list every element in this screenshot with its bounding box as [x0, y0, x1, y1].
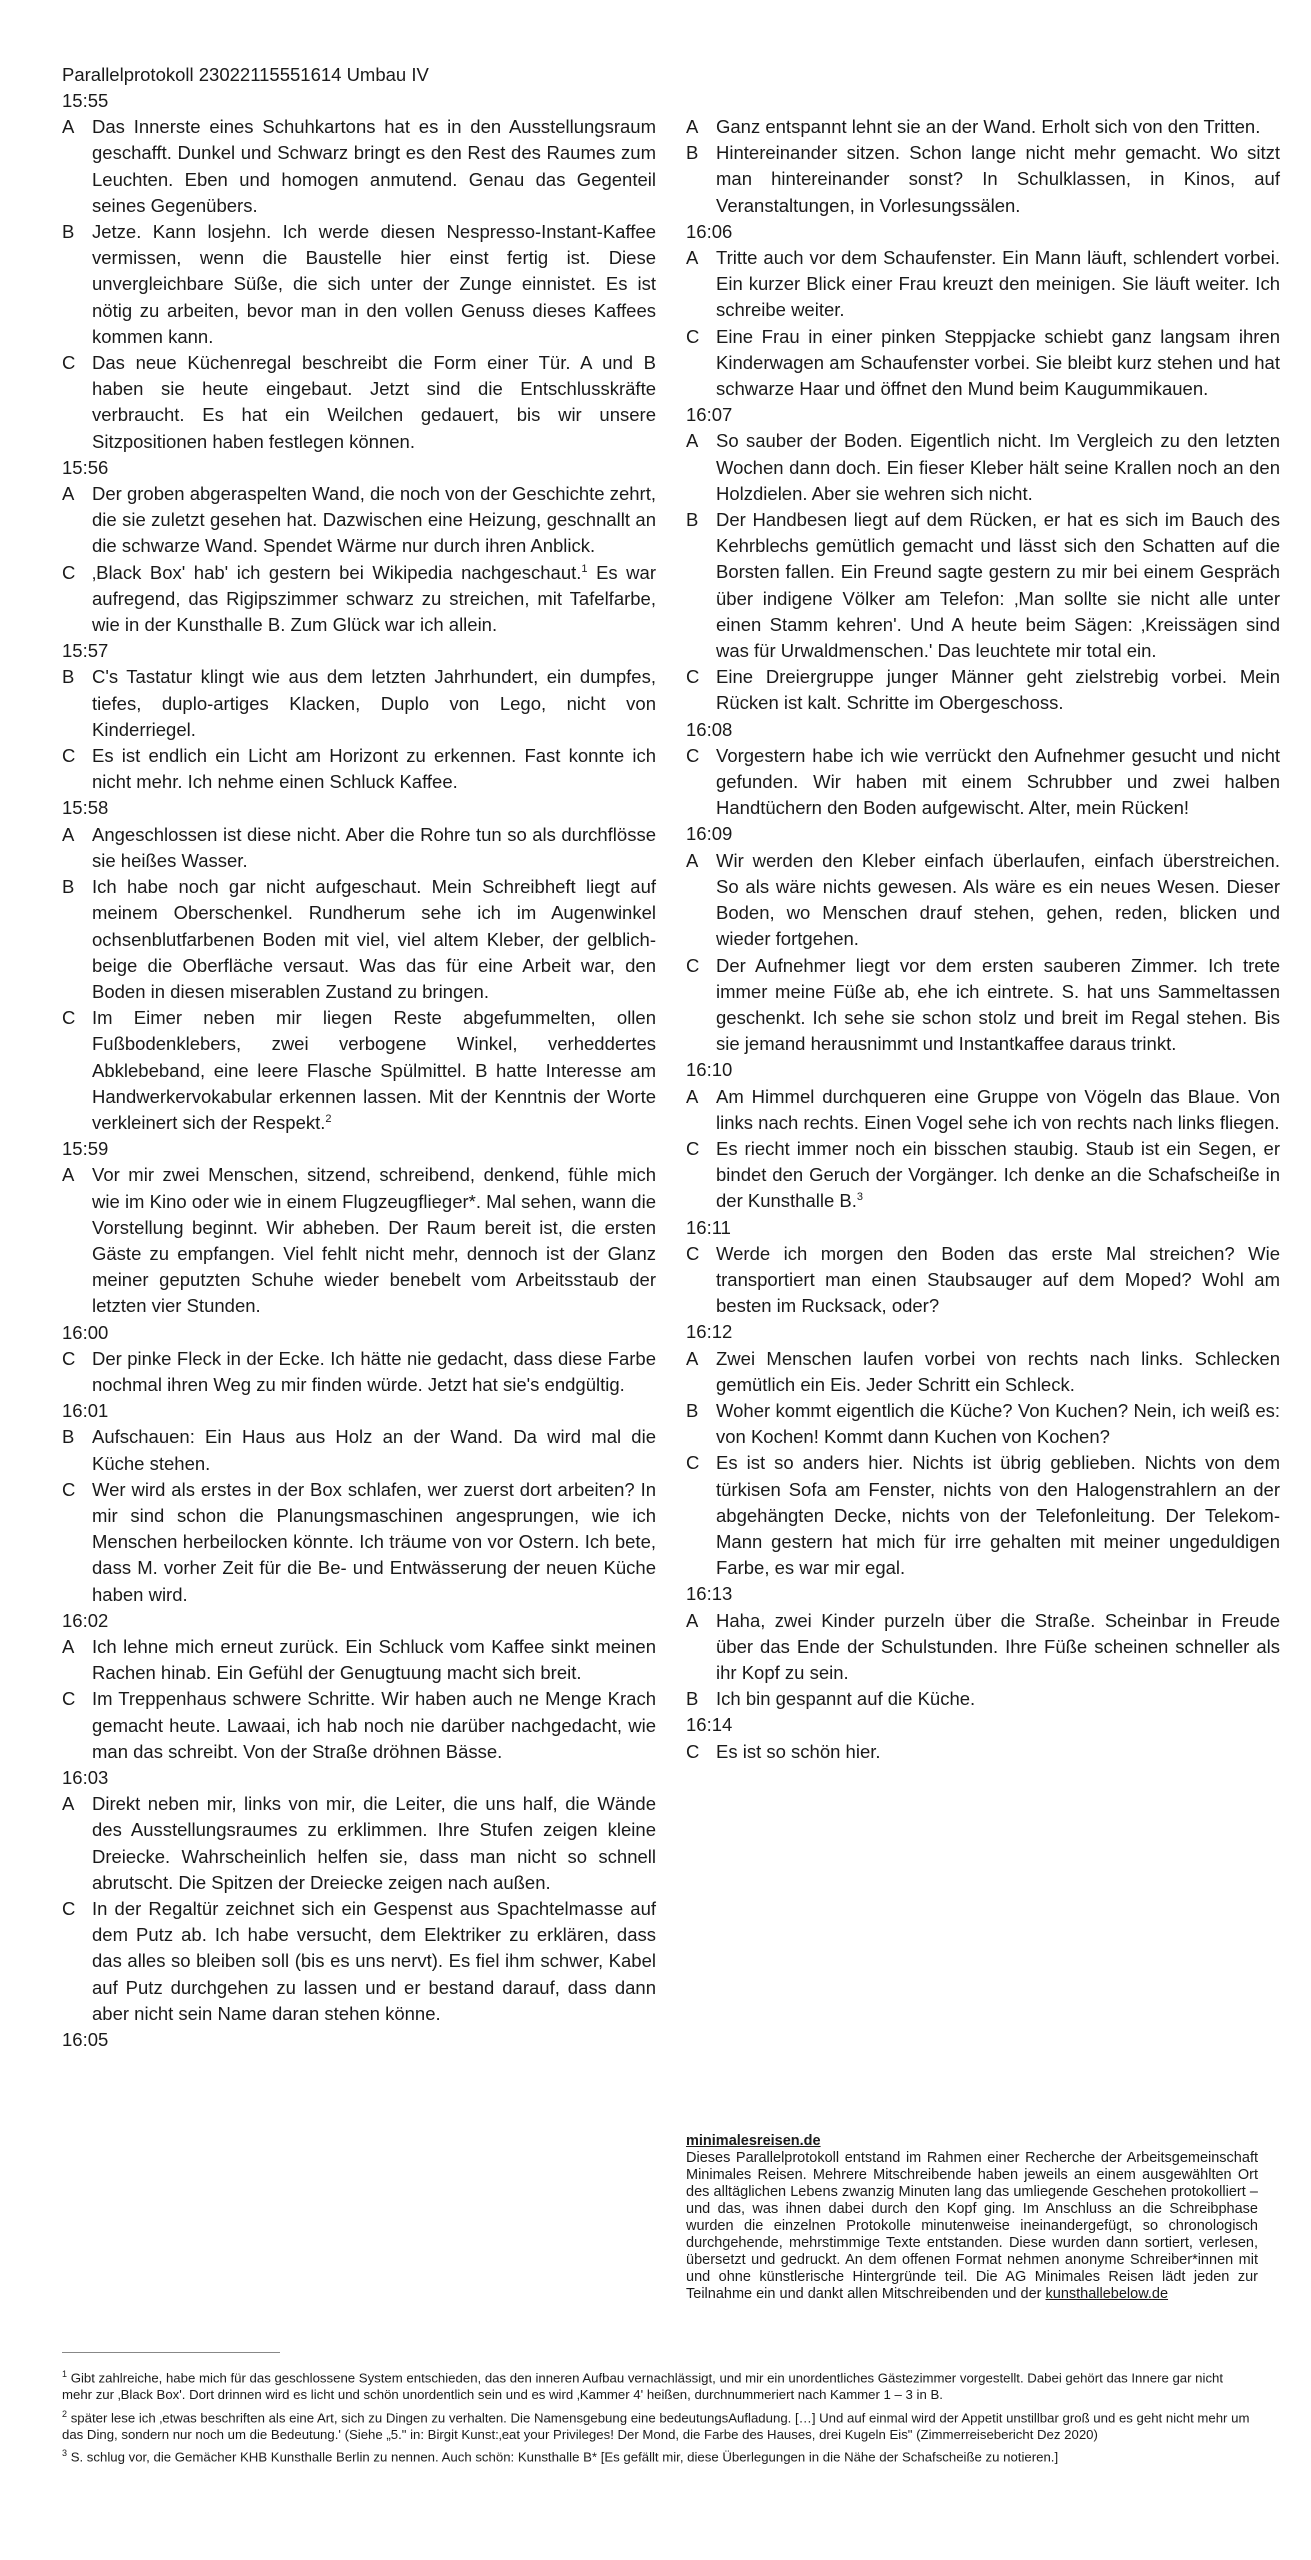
footnotes	[62, 2366, 1252, 2468]
timestamp: 15:59	[62, 1138, 109, 1160]
speaker-label: C	[686, 325, 700, 347]
timestamp: 16:02	[62, 1609, 109, 1631]
entry-text-body: C's Tastatur klingt wie aus dem letzten Jahrhundert, ein dumpfes, tiefes, duplo-artiges Klacken, Duplo von Lego, nicht von Kinderriegel.	[92, 666, 656, 740]
entry-text	[716, 1686, 1280, 1712]
protocol-entry	[62, 1896, 656, 2027]
left-column	[62, 88, 656, 2053]
entry-text-body: Zwei Menschen laufen vorbei von rechts nach links. Schlecken gemütlich ein Eis. Jeder Schritt ein Schleck.	[716, 1347, 1280, 1395]
protocol-entry	[686, 1084, 1280, 1136]
entry-text	[716, 1241, 1280, 1320]
entry-text-body: Im Treppenhaus schwere Schritte. Wir haben auch ne Menge Krach gemacht heute. Lawaai, ich hab noch nie darüber nachgedacht, wie man das schreibt. Von der Straße dröhnen Bässe.	[92, 1688, 656, 1762]
timestamp: 15:56	[62, 456, 109, 478]
timestamp: 16:06	[686, 220, 733, 242]
timestamp: 16:07	[686, 404, 733, 426]
footnote-number: 1	[62, 2369, 68, 2379]
protocol-entry	[62, 350, 656, 455]
speaker-label: A	[62, 1635, 75, 1657]
speaker-label: A	[686, 1085, 699, 1107]
speaker-label: A	[62, 116, 75, 138]
timestamp: 16:05	[62, 2029, 109, 2051]
speaker-label: C	[62, 1898, 76, 1920]
entry-text	[716, 848, 1280, 953]
entry-text	[92, 1686, 656, 1765]
protocol-entry	[62, 219, 656, 350]
protocol-entry	[686, 1241, 1280, 1320]
timestamp: 16:01	[62, 1400, 109, 1422]
protocol-entry	[686, 1136, 1280, 1215]
speaker-label: C	[62, 745, 76, 767]
protocol-entry	[686, 848, 1280, 953]
protocol-entry	[62, 560, 656, 639]
entry-text-body: Es ist so schön hier.	[716, 1740, 881, 1762]
entry-text	[716, 1398, 1280, 1450]
entry-text-body: Eine Frau in einer pinken Steppjacke schiebt ganz langsam ihren Kinderwagen am Schaufenster vorbei. Sie bleibt kurz stehen und hat schwarze Haar und öffnet den Mund beim Kaugummikauen.	[716, 325, 1280, 400]
entry-text-body: Der Aufnehmer liegt vor dem ersten sauberen Zimmer. Ich trete immer meine Füße ab, ehe ich eintrete. S. hat uns Sammeltassen geschenkt. Ich sehe sie schon stolz und breit im Regal stehen. Bis sie jemand herausnimmt und Instantkaffee daraus trinkt.	[716, 954, 1280, 1055]
entry-text-body: Das neue Küchenregal beschreibt die Form einer Tür. A und B haben sie heute eingebaut. Jetzt sind die Entschlusskräfte verbraucht. Es hat ein Weilchen gedauert, bis wir unsere Sitzpositionen haben festlegen können.	[92, 352, 656, 452]
entry-text	[92, 874, 656, 1005]
speaker-label: A	[62, 823, 75, 845]
entry-text	[716, 1608, 1280, 1687]
entry-text	[92, 1005, 656, 1136]
entry-text-body: Es ist so anders hier. Nichts ist übrig geblieben. Nichts von dem türkisen Sofa am Fenster, nichts von den Halogenstrahlern an der abgehängten Decke, nichts von der Telefonleitung. Der Telekom-Mann gestern hat mich für irre gehalten mit meiner ungeduldigen Farbe, es war mir egal.	[716, 1452, 1280, 1579]
footnote-text: später lese ich ‚etwas beschriften als eine Art, sich zu Dingen zu verhalten. Die Namensgebung eine bedeutungsAufladung. […] Und auf einmal wird der Appetit unstillbar groß und es geht nicht mehr um das Ding, sondern nur noch um die Bedeutung.' (Siehe „5." in: Birgit Kunst:‚eat your Privileges! Der Mond, die Farbe des Hauses, drei Kugeln Eis" (Zimmerreisebericht Dez 2020)	[62, 2409, 1250, 2442]
speaker-label: A	[686, 430, 699, 452]
entry-text-body: Ich habe noch gar nicht aufgeschaut. Mein Schreibheft liegt auf meinem Oberschenkel. Rundherum sehe ich im Augenwinkel ochsenblutfarbenen Boden mit viel, viel altem Kleber, der gelblich-beige die Oberfläche versaut. Was das für eine Arbeit war, den Boden in diesen miserablen Zustand zu bringen.	[92, 876, 656, 1002]
entry-text	[92, 560, 656, 639]
footnote	[62, 2445, 1252, 2466]
entry-text-body: Hintereinander sitzen. Schon lange nicht mehr gemacht. Wo sitzt man hintereinander sonst? In Schulklassen, in Kinos, auf Veranstaltungen, in Vorlesungssälen.	[716, 142, 1280, 216]
entry-text-body: ‚Black Box' hab' ich gestern bei Wikipedia nachgeschaut.	[92, 561, 582, 583]
protocol-entry	[62, 114, 656, 219]
timestamp: 16:00	[62, 1321, 109, 1343]
speaker-label: C	[62, 1347, 76, 1369]
protocol-entry	[686, 507, 1280, 664]
protocol-entry	[686, 140, 1280, 219]
entry-text-body: Eine Dreiergruppe junger Männer geht zielstrebig vorbei. Mein Rücken ist kalt. Schritte im Obergeschoss.	[716, 666, 1280, 714]
timestamp: 16:10	[686, 1059, 733, 1081]
speaker-label: C	[686, 954, 700, 976]
protocol-entry	[686, 1608, 1280, 1687]
speaker-label: A	[686, 1347, 699, 1369]
speaker-label: A	[686, 116, 699, 137]
speaker-label: C	[62, 1688, 76, 1710]
entry-text	[92, 1162, 656, 1319]
footnote-ref: 2	[325, 1112, 332, 1125]
speaker-label: A	[686, 1609, 699, 1631]
timestamp: 16:11	[686, 1216, 731, 1238]
entry-text	[716, 1084, 1280, 1136]
speaker-label: C	[686, 666, 700, 688]
protocol-entry	[686, 428, 1280, 507]
speaker-label: C	[686, 1242, 700, 1264]
about-body: Dieses Parallelprotokoll entstand im Rahmen einer Recherche der Arbeitsgemeinschaft Minimales Reisen. Mehrere Mitschreibende haben jeweils an einem ausgewählten Ort des alltäglichen Lebens zwanzig Minuten lang das umliegende Geschehen protokolliert – und das, was ihnen dabei durch den Kopf ging. Im Anschluss an die Schreibphase wurden die einzelnen Protokolle minutenweise ineinandergefügt, so chronologisch durchgehende, mehrstimmige Texte entstanden. Diese wurden dann sortiert, verlesen, übersetzt und gedruckt. An dem offenen Format nehmen anonyme Schreiber*innen mit und ohne künstlerische Hintergründe teil. Die AG Minimales Reisen lädt jeden zur Teilnahme ein und dankt allen Mitschreibenden und der	[686, 2150, 1258, 2302]
protocol-entry	[62, 1634, 656, 1686]
timestamp: 15:58	[62, 797, 109, 819]
entry-text-body: So sauber der Boden. Eigentlich nicht. Im Vergleich zu den letzten Wochen dann doch. Ein fieser Kleber hält seine Krallen noch an den Holzdielen. Aber sie wehren sich nicht.	[716, 430, 1280, 504]
speaker-label: A	[686, 849, 699, 871]
entry-text	[92, 1424, 656, 1476]
protocol-entry	[62, 1346, 656, 1398]
entry-text-body: Vor mir zwei Menschen, sitzend, schreibend, denkend, fühle mich wie im Kino oder wie in einem Flugzeugflieger*. Mal sehen, wann die Vorstellung beginnt. Wir abheben. Der Raum bereit ist, die ersten Gäste zu empfangen. Viel fehlt nicht mehr, dennoch ist der Glanz meiner geputzten Schuhe wieder benebelt vom Arbeitsstaub der letzten vier Stunden.	[92, 1164, 656, 1317]
protocol-entry	[62, 481, 656, 560]
timestamp: 16:13	[686, 1583, 733, 1605]
speaker-label: C	[62, 352, 76, 374]
footnote-ref: 1	[581, 562, 588, 575]
protocol-entry	[62, 822, 656, 874]
entry-text-body: Ich bin gespannt auf die Küche.	[716, 1688, 976, 1710]
footnote-divider	[62, 2352, 280, 2353]
entry-text	[716, 140, 1280, 219]
speaker-label: A	[62, 1793, 75, 1815]
timestamp: 16:09	[686, 823, 733, 845]
entry-text-body: Direkt neben mir, links von mir, die Leiter, die uns half, die Wände des Ausstellungsraumes zu erklimmen. Ihre Stufen zeigen kleine Dreiecke. Wahrscheinlich helfen sie, dass man nicht so schnell abrutscht. Die Spitzen der Dreiecke zeigen nach außen.	[92, 1793, 656, 1893]
entry-text-body: Es ist endlich ein Licht am Horizont zu erkennen. Fast konnte ich nicht mehr. Ich nehme einen Schluck Kaffee.	[92, 745, 656, 793]
about-section	[686, 2133, 1258, 2303]
entry-text	[716, 428, 1280, 507]
protocol-entry	[686, 1739, 1280, 1765]
protocol-entry	[62, 1162, 656, 1319]
page-title: Parallelprotokoll 23022115551614 Umbau IV	[62, 64, 429, 85]
timestamp: 15:55	[62, 90, 109, 111]
entry-text-body: In der Regaltür zeichnet sich ein Gespenst aus Spachtelmasse auf dem Putz ab. Ich habe versucht, dem Elektriker zu erklären, dass das alles so bleiben soll (bis es uns nervt). Es fiel ihm schwer, Kabel auf Putz durchgehen zu lassen und er bestand darauf, dass dann aber nicht sein Name daran stehen könne.	[92, 1898, 656, 2024]
speaker-label: C	[686, 1452, 700, 1474]
speaker-label: B	[62, 666, 75, 688]
entry-text-body: Der pinke Fleck in der Ecke. Ich hätte nie gedacht, dass diese Farbe nochmal ihren Weg zu mir finden würde. Jetzt hat sie's endgültig.	[92, 1347, 656, 1395]
speaker-label: A	[62, 483, 75, 505]
speaker-label: C	[686, 1740, 700, 1762]
speaker-label: B	[686, 142, 699, 164]
entry-text	[92, 481, 656, 560]
timestamp: 16:12	[686, 1321, 733, 1343]
entry-text	[92, 114, 656, 219]
timestamp: 16:14	[686, 1714, 733, 1736]
entry-text-body: Der groben abgeraspelten Wand, die noch von der Geschichte zehrt, die sie zuletzt gesehen hat. Dazwischen eine Heizung, geschnallt an die schwarze Wand. Spendet Wärme nur durch ihren Anblick.	[92, 483, 656, 557]
entry-text-body: Tritte auch vor dem Schaufenster. Ein Mann läuft, schlendert vorbei. Ein kurzer Blick einer Frau kreuzt den meinigen. Sie läuft weiter. Ich schreibe weiter.	[716, 247, 1280, 321]
protocol-entry	[686, 1686, 1280, 1712]
entry-text	[92, 664, 656, 743]
protocol-entry	[686, 664, 1280, 716]
timestamp: 16:08	[686, 718, 733, 740]
footnote	[62, 2366, 1252, 2404]
speaker-label: C	[62, 561, 76, 583]
entry-text	[92, 1896, 656, 2027]
entry-text-body: Jetze. Kann losjehn. Ich werde diesen Nespresso-Instant-Kaffee vermissen, wenn die Baustelle hier einst fertig ist. Diese unvergleichbare Süße, die sich unter der Zunge einnistet. Es ist nötig zu arbeiten, bevor man in den vollen Genuss dieses Kaffees kommen kann.	[92, 221, 656, 347]
entry-text	[716, 324, 1280, 403]
entry-text-body: Ich lehne mich erneut zurück. Ein Schluck vom Kaffee sinkt meinen Rachen hinab. Ein Gefühl der Genugtuung macht sich breit.	[92, 1635, 656, 1684]
right-column	[686, 114, 1280, 1765]
entry-text	[716, 1346, 1280, 1398]
timestamp: 15:57	[62, 640, 109, 662]
speaker-label: B	[62, 221, 75, 243]
kunsthalle-link[interactable]: kunsthallebelow.de	[1045, 2286, 1169, 2302]
speaker-label: C	[686, 1137, 700, 1159]
entry-text-body: Ganz entspannt lehnt sie an der Wand. Erholt sich von den Tritten.	[716, 116, 1261, 137]
speaker-label: C	[62, 1007, 76, 1029]
entry-text	[92, 1634, 656, 1686]
entry-text-continued: Es war aufregend, das Rigipszimmer schwarz zu streichen, mit Tafelfarbe, wie in der Kunsthalle B. Zum Glück war ich allein.	[92, 561, 656, 636]
entry-text	[92, 1346, 656, 1398]
entry-text	[92, 743, 656, 795]
protocol-entry	[686, 1450, 1280, 1581]
entry-text	[716, 114, 1280, 140]
protocol-entry	[686, 245, 1280, 324]
footnote-text: Gibt zahlreiche, habe mich für das geschlossene System entschieden, das den inneren Aufbau vernachlässigt, und mir ein unordentliches Gästezimmer vorgestellt. Dabei gehört das Innere gar nicht mehr zur ‚Black Box'. Dort drinnen wird es licht und schön unordentlich sein und es wird ‚Kammer 4' heißen, durchnummeriert nach Kammer 1 – 3 in B.	[62, 2370, 1224, 2402]
protocol-entry	[62, 1791, 656, 1896]
entry-text	[716, 1450, 1280, 1581]
speaker-label: B	[686, 1399, 699, 1421]
protocol-entry	[686, 743, 1280, 822]
protocol-entry	[62, 743, 656, 795]
entry-text	[92, 822, 656, 874]
protocol-entry	[686, 114, 1280, 140]
protocol-entry	[62, 874, 656, 1005]
entry-text-body: Vorgestern habe ich wie verrückt den Aufnehmer gesucht und nicht gefunden. Wir haben mit einem Schrubber und zwei halben Handtüchern den Boden aufgewischt. Alter, mein Rücken!	[716, 744, 1280, 819]
entry-text-body: Der Handbesen liegt auf dem Rücken, er hat es sich im Bauch des Kehrblechs gemütlich gemacht und lässt sich den Schatten auf die Borsten fallen. Ein Freund sagte gestern zu mir bei einem Gespräch über indigene Völker am Telefon: ‚Man sollte sie nicht alle unter einen Stamm kehren'. Und A heute beim Sägen: ‚Kreissägen sind was für Urwaldmenschen.' Das leuchtete mir total ein.	[716, 509, 1280, 662]
protocol-entry	[686, 324, 1280, 403]
speaker-label: A	[686, 247, 699, 269]
entry-text	[92, 1791, 656, 1896]
timestamp: 16:03	[62, 1767, 109, 1788]
entry-text	[716, 507, 1280, 664]
protocol-entry	[686, 1398, 1280, 1450]
entry-text	[716, 664, 1280, 716]
protocol-entry	[62, 1477, 656, 1608]
entry-text	[92, 219, 656, 350]
speaker-label: C	[686, 744, 700, 766]
footnote-number: 3	[62, 2448, 68, 2459]
footnote-ref: 3	[856, 1191, 864, 1204]
protocol-entry	[62, 1686, 656, 1765]
entry-text-body: Werde ich morgen den Boden das erste Mal streichen? Wie transportiert man einen Staubsauger auf dem Moped? Wohl am besten im Rucksack, oder?	[716, 1242, 1280, 1317]
entry-text-body: Woher kommt eigentlich die Küche? Von Kuchen? Nein, ich weiß es: von Kochen! Kommt dann Kuchen von Kochen?	[716, 1399, 1280, 1448]
entry-text-body: Aufschauen: Ein Haus aus Holz an der Wand. Da wird mal die Küche stehen.	[92, 1426, 656, 1474]
speaker-label: A	[62, 1164, 75, 1186]
about-heading-link[interactable]: minimalesreisen.de	[686, 2133, 821, 2149]
protocol-entry	[62, 664, 656, 743]
entry-text-body: Das Innerste eines Schuhkartons hat es in den Ausstellungsraum geschafft. Dunkel und Schwarz bringt es den Rest des Raumes zum Leuchten. Eben und homogen anmutend. Genau das Gegenteil seines Gegenübers.	[92, 116, 656, 216]
entry-text	[716, 1136, 1280, 1215]
protocol-entry	[686, 953, 1280, 1058]
protocol-entry	[62, 1424, 656, 1476]
entry-text	[92, 350, 656, 455]
speaker-label: B	[686, 509, 699, 531]
speaker-label: B	[62, 876, 75, 898]
entry-text-body: Im Eimer neben mir liegen Reste abgefummelten, ollen Fußbodenklebers, zwei verbogene Winkel, verheddertes Abklebeband, eine leere Flasche Spülmittel. B hatte Interesse am Handwerkervokabular erkennen lassen. Mit der Kenntnis der Worte verkleinert sich der Respekt.	[92, 1007, 656, 1133]
speaker-label: B	[686, 1688, 699, 1710]
protocol-entry	[686, 1346, 1280, 1398]
footnote	[62, 2406, 1252, 2444]
entry-text	[716, 953, 1280, 1058]
entry-text	[716, 245, 1280, 324]
entry-text	[716, 1739, 1280, 1765]
entry-text	[92, 1477, 656, 1608]
footnote-text: S. schlug vor, die Gemächer KHB Kunsthalle Berlin zu nennen. Auch schön: Kunsthalle B* [Es gefällt mir, diese Überlegungen in die Nähe der Schafscheiße zu notieren.]	[70, 2449, 1059, 2465]
entry-text-body: Angeschlossen ist diese nicht. Aber die Rohre tun so als durchflösse sie heißes Wasser.	[92, 823, 656, 871]
entry-text-body: Am Himmel durchqueren eine Gruppe von Vögeln das Blaue. Von links nach rechts. Einen Vogel sehe ich von rechts nach links fliegen.	[716, 1085, 1280, 1133]
entry-text-body: Wer wird als erstes in der Box schlafen, wer zuerst dort arbeiten? In mir sind schon die Planungsmaschinen angesprungen, wie ich Menschen herbeilocken könnte. Ich träume von vor Ostern. Ich bete, dass M. vorher Zeit für die Be- und Entwässerung der neuen Küche haben wird.	[92, 1478, 656, 1605]
entry-text-body: Haha, zwei Kinder purzeln über die Straße. Scheinbar in Freude über das Ende der Schulstunden. Ihre Füße scheinen schneller als ihr Kopf zu sein.	[716, 1609, 1280, 1683]
entry-text-body: Es riecht immer noch ein bisschen staubig. Staub ist ein Segen, er bindet den Geruch der Vorgänger. Ich denke an die Schafscheiße in der Kunsthalle B.	[716, 1137, 1280, 1212]
speaker-label: C	[62, 1478, 76, 1500]
entry-text	[716, 743, 1280, 822]
footnote-number: 2	[62, 2408, 68, 2419]
speaker-label: B	[62, 1426, 75, 1448]
protocol-entry	[62, 1005, 656, 1136]
entry-text-body: Wir werden den Kleber einfach überlaufen, einfach überstreichen. So als wäre nichts gewesen. Als wäre es ein neues Wesen. Dieser Boden, wo Menschen drauf stehen, gehen, reden, blicken und wieder fortgehen.	[716, 849, 1280, 950]
